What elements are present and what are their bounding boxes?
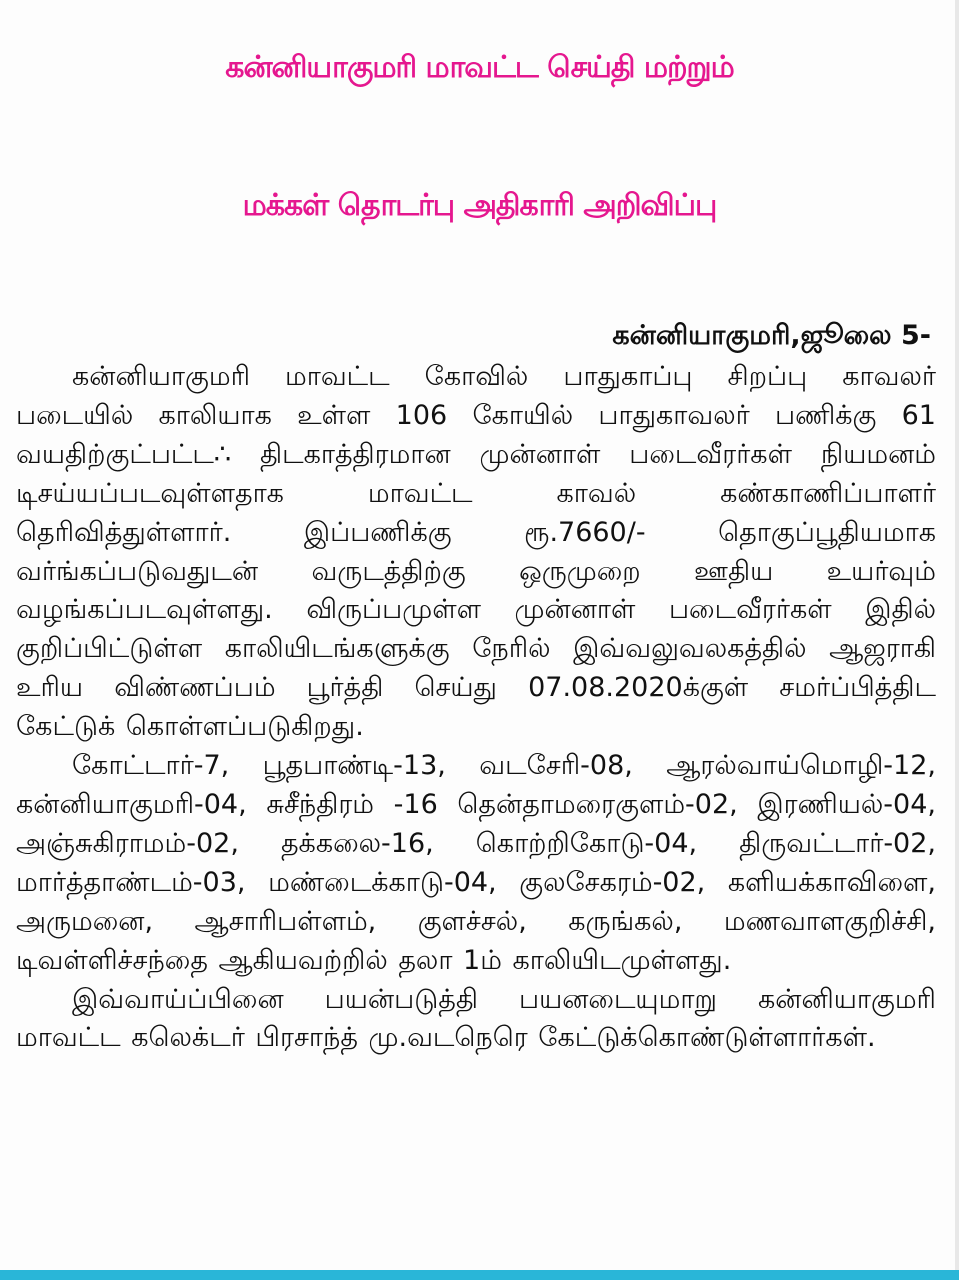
article-body xyxy=(16,358,936,1058)
bottom-rule xyxy=(0,1270,959,1280)
headline-line-2: மக்கள் தொடர்பு அதிகாரி அறிவிப்பு xyxy=(242,188,717,223)
dateline: கன்னியாகுமரி,ஜூலை 5- xyxy=(612,320,931,351)
paragraph-closing: இவ்வாய்ப்பினை பயன்படுத்தி பயனடையுமாறு கன்னியாகுமரி மாவட்ட கலெக்டர் பிரசாந்த் மு.வடநெரெ கேட்டுக்கொண்டுள்ளார்கள். xyxy=(16,983,936,1054)
headline-line-1: கன்னியாகுமரி மாவட்ட செய்தி மற்றும் xyxy=(225,50,734,85)
paragraph-recruitment: கன்னியாகுமரி மாவட்ட கோவில் பாதுகாப்பு சிறப்பு காவலர் படையில் காலியாக உள்ள 106 கோயில் பாதுகாவலர் பணிக்கு 61 வயதிற்குட்பட்ட∴ திடகாத்திரமான முன்னாள் படைவீரர்கள் நியமனம் டிசய்யப்படவுள்ளதாக மாவட்ட காவல் கண்காணிப்பாளர் தெரிவித்துள்ளார். இப்பணிக்கு ரூ.7660/- தொகுப்பூதியமாக வர்ங்கப்படுவதுடன் வருடத்திற்கு ஒருமுறை ஊதிய உயர்வும் வழங்கப்படவுள்ளது. விருப்பமுள்ள முன்னாள் படைவீரர்கள் இதில் குறிப்பிட்டுள்ள காலியிடங்களுக்கு நேரில் இவ்வலுவலகத்தில் ஆஜராகி உரிய விண்ணப்பம் பூர்த்தி செய்து 07.08.2020க்குள் சமர்ப்பித்திட கேட்டுக் கொள்ளப்படுகிறது. xyxy=(16,361,936,743)
paragraph-vacancies: கோட்டார்-7, பூதபாண்டி-13, வடசேரி-08, ஆரல்வாய்மொழி-12, கன்னியாகுமரி-04, சுசீந்திரம் -16 தென்தாமரைகுளம்-02, இரணியல்-04, அஞ்சுகிராமம்-02, தக்கலை-16, கொற்றிகோடு-04, திருவட்டார்-02, மார்த்தாண்டம்-03, மண்டைக்காடு-04, குலசேகரம்-02, களியக்காவிளை, அருமனை, ஆசாரிபள்ளம், குளச்சல், கருங்கல், மணவாளகுறிச்சி, டிவள்ளிச்சந்தை ஆகியவற்றில் தலா 1ம் காலியிடமுள்ளது. xyxy=(16,750,936,976)
page-edge xyxy=(955,0,959,1270)
